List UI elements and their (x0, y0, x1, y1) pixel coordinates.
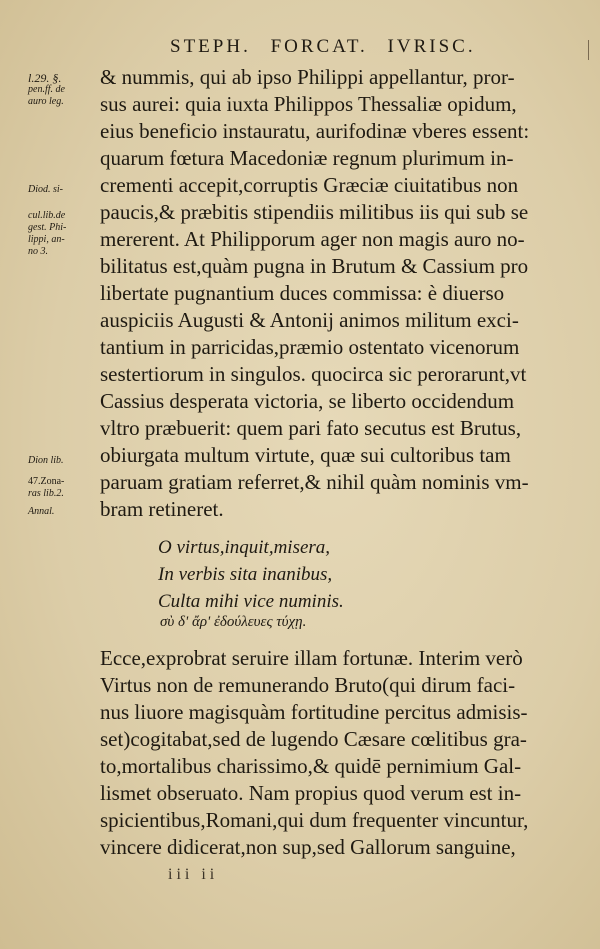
verse-line: O virtus,inquit,misera, (158, 537, 331, 558)
margin-note (28, 210, 98, 258)
header-part-1: STEPH. (170, 36, 251, 57)
text-line: mererent. At Philipporum ager non magis auro no- (100, 227, 525, 251)
text-line: sus aurei: quia iuxta Philippos Thessaliæ opidum, (100, 92, 517, 116)
text-line: vincere didicerat,non sup,sed Gallorum sanguine, (100, 835, 516, 859)
text-line: set)cogitabat,sed de lugendo Cæsare cœlitibus gra- (100, 727, 527, 751)
margin-note-line: Annal. (28, 506, 55, 517)
margin-note-line: pen.ff. de (28, 84, 65, 95)
margin-rule (588, 40, 589, 60)
text-line: libertate pugnantium duces commissa: è diuerso (100, 281, 505, 305)
margin-note-line: Diod. si- (28, 184, 63, 195)
running-header (170, 36, 530, 58)
margin-note-line: no 3. (28, 246, 48, 257)
margin-note-line: auro leg. (28, 96, 64, 107)
margin-note-line: cul.lib.de (28, 210, 66, 221)
margin-note (28, 455, 98, 467)
text-line: spicientibus,Romani,qui dum frequenter vincuntur, (100, 808, 529, 832)
text-line: auspiciis Augusti & Antonij animos militum exci- (100, 308, 519, 332)
margin-note-line: ras lib.2. (28, 488, 64, 499)
margin-note-line: l.29. §. (28, 71, 62, 85)
text-line: vltro præbuerit: quem pari fato secutus est Brutus, (100, 416, 522, 440)
header-part-2: FORCAT. (270, 36, 368, 57)
margin-note-line: Dion lib. (28, 455, 64, 466)
text-line: bram retineret. (100, 497, 224, 521)
margin-note (28, 72, 98, 108)
greek-quotation: σὺ δ' ἄρ' ἐδούλευες τύχῃ. (160, 614, 307, 630)
text-line: tantium in parricidas,præmio ostentato vicenorum (100, 335, 520, 359)
text-line: Virtus non de remunerando Bruto(qui dirum faci- (100, 673, 516, 697)
text-line: & nummis, qui ab ipso Philippi appellantur, pror- (100, 65, 515, 89)
margin-note (28, 476, 98, 518)
text-line: to,mortalibus charissimo,& quidē pernimium Gal- (100, 754, 522, 778)
header-part-3: IVRISC. (387, 36, 476, 57)
verse-line: Culta mihi vice numinis. (158, 591, 344, 612)
text-line: paucis,& præbitis stipendiis militibus iis qui sub se (100, 200, 529, 224)
verse-line: In verbis sita inanibus, (158, 564, 333, 585)
text-line: eius beneficio instauratu, aurifodinæ vberes essent: (100, 119, 530, 143)
text-line: paruam gratiam referret,& nihil quàm nominis vm- (100, 470, 529, 494)
margin-note (28, 184, 98, 196)
text-line: crementi accepit,corruptis Græciæ ciuitatibus non (100, 173, 519, 197)
text-line: Ecce,exprobrat seruire illam fortunæ. Interim verò (100, 646, 523, 670)
margin-note-line: gest. Phi- (28, 222, 67, 233)
margin-note-line: lippi, an- (28, 234, 65, 245)
text-line: lismet obseruato. Nam propius quod verum est in- (100, 781, 522, 805)
text-line: quarum fœtura Macedoniæ regnum plurimum in- (100, 146, 514, 170)
text-line: Cassius desperata victoria, se liberto occidendum (100, 389, 515, 413)
text-line: obiurgata multum virtute, quæ sui cultoribus tam (100, 443, 511, 467)
text-line: sestertiorum in singulos. quocirca sic perorarunt,vt (100, 362, 527, 386)
margin-note-line: 47.Zona- (28, 476, 65, 487)
signature-mark: iii ii (168, 866, 219, 883)
text-line: nus liuore magisquàm fortitudine percitus admisis- (100, 700, 528, 724)
text-line: bilitatus est,quàm pugna in Brutum & Cassium pro (100, 254, 529, 278)
